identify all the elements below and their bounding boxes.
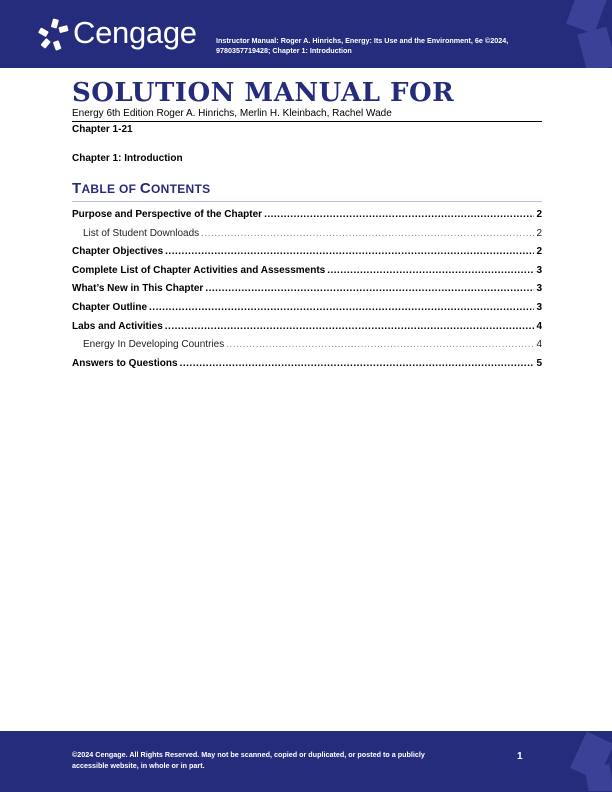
toc-entry-objectives[interactable]: Chapter Objectives ..... 2: [72, 246, 542, 265]
document-body: [72, 78, 542, 376]
header-info: Instructor Manual: Roger A. Hinrichs, Energy: Its Use and the Environment, 6e ©2024, 9780357719428; Chapter 1: Introduction: [216, 36, 509, 55]
header-decoration-icon: [552, 0, 612, 68]
chapter-name: Chapter 1: Introduction: [72, 153, 183, 164]
toc-entry-purpose[interactable]: Purpose and Perspective of the Chapter ..... 2: [72, 209, 542, 228]
table-of-contents: [72, 209, 542, 376]
chapter-range: Chapter 1-21: [72, 124, 133, 135]
footer-decoration-icon: [562, 731, 612, 791]
toc-entry-labs[interactable]: Labs and Activities ..... 4: [72, 321, 542, 340]
logo-wordmark: Cengage: [73, 15, 197, 50]
toc-heading: TABLE OF CONTENTS: [72, 180, 542, 202]
cengage-logo-icon: [38, 18, 72, 52]
cengage-logo: [38, 14, 198, 54]
page-header: [0, 0, 612, 68]
toc-entry-whats-new[interactable]: What’s New in This Chapter ..... 3: [72, 283, 542, 302]
page-footer: [0, 731, 612, 792]
copyright-notice: ©2024 Cengage. All Rights Reserved. May not be scanned, copied or duplicated, or posted to a publicly accessible website, in whole or in part.: [72, 750, 425, 770]
toc-entry-outline[interactable]: Chapter Outline ..... 3: [72, 302, 542, 321]
toc-entry-activities[interactable]: Complete List of Chapter Activities and Assessments ..... 3: [72, 265, 542, 284]
toc-entry-developing-countries[interactable]: Energy In Developing Countries ..... 4: [72, 339, 542, 358]
book-subtitle: Energy 6th Edition Roger A. Hinrichs, Merlin H. Kleinbach, Rachel Wade: [72, 108, 542, 122]
page-title: SOLUTION MANUAL FOR: [72, 78, 455, 108]
toc-entry-answers[interactable]: Answers to Questions ..... 5: [72, 358, 542, 377]
page-number: 1: [517, 751, 523, 762]
toc-entry-student-downloads[interactable]: List of Student Downloads ..... 2: [72, 228, 542, 247]
